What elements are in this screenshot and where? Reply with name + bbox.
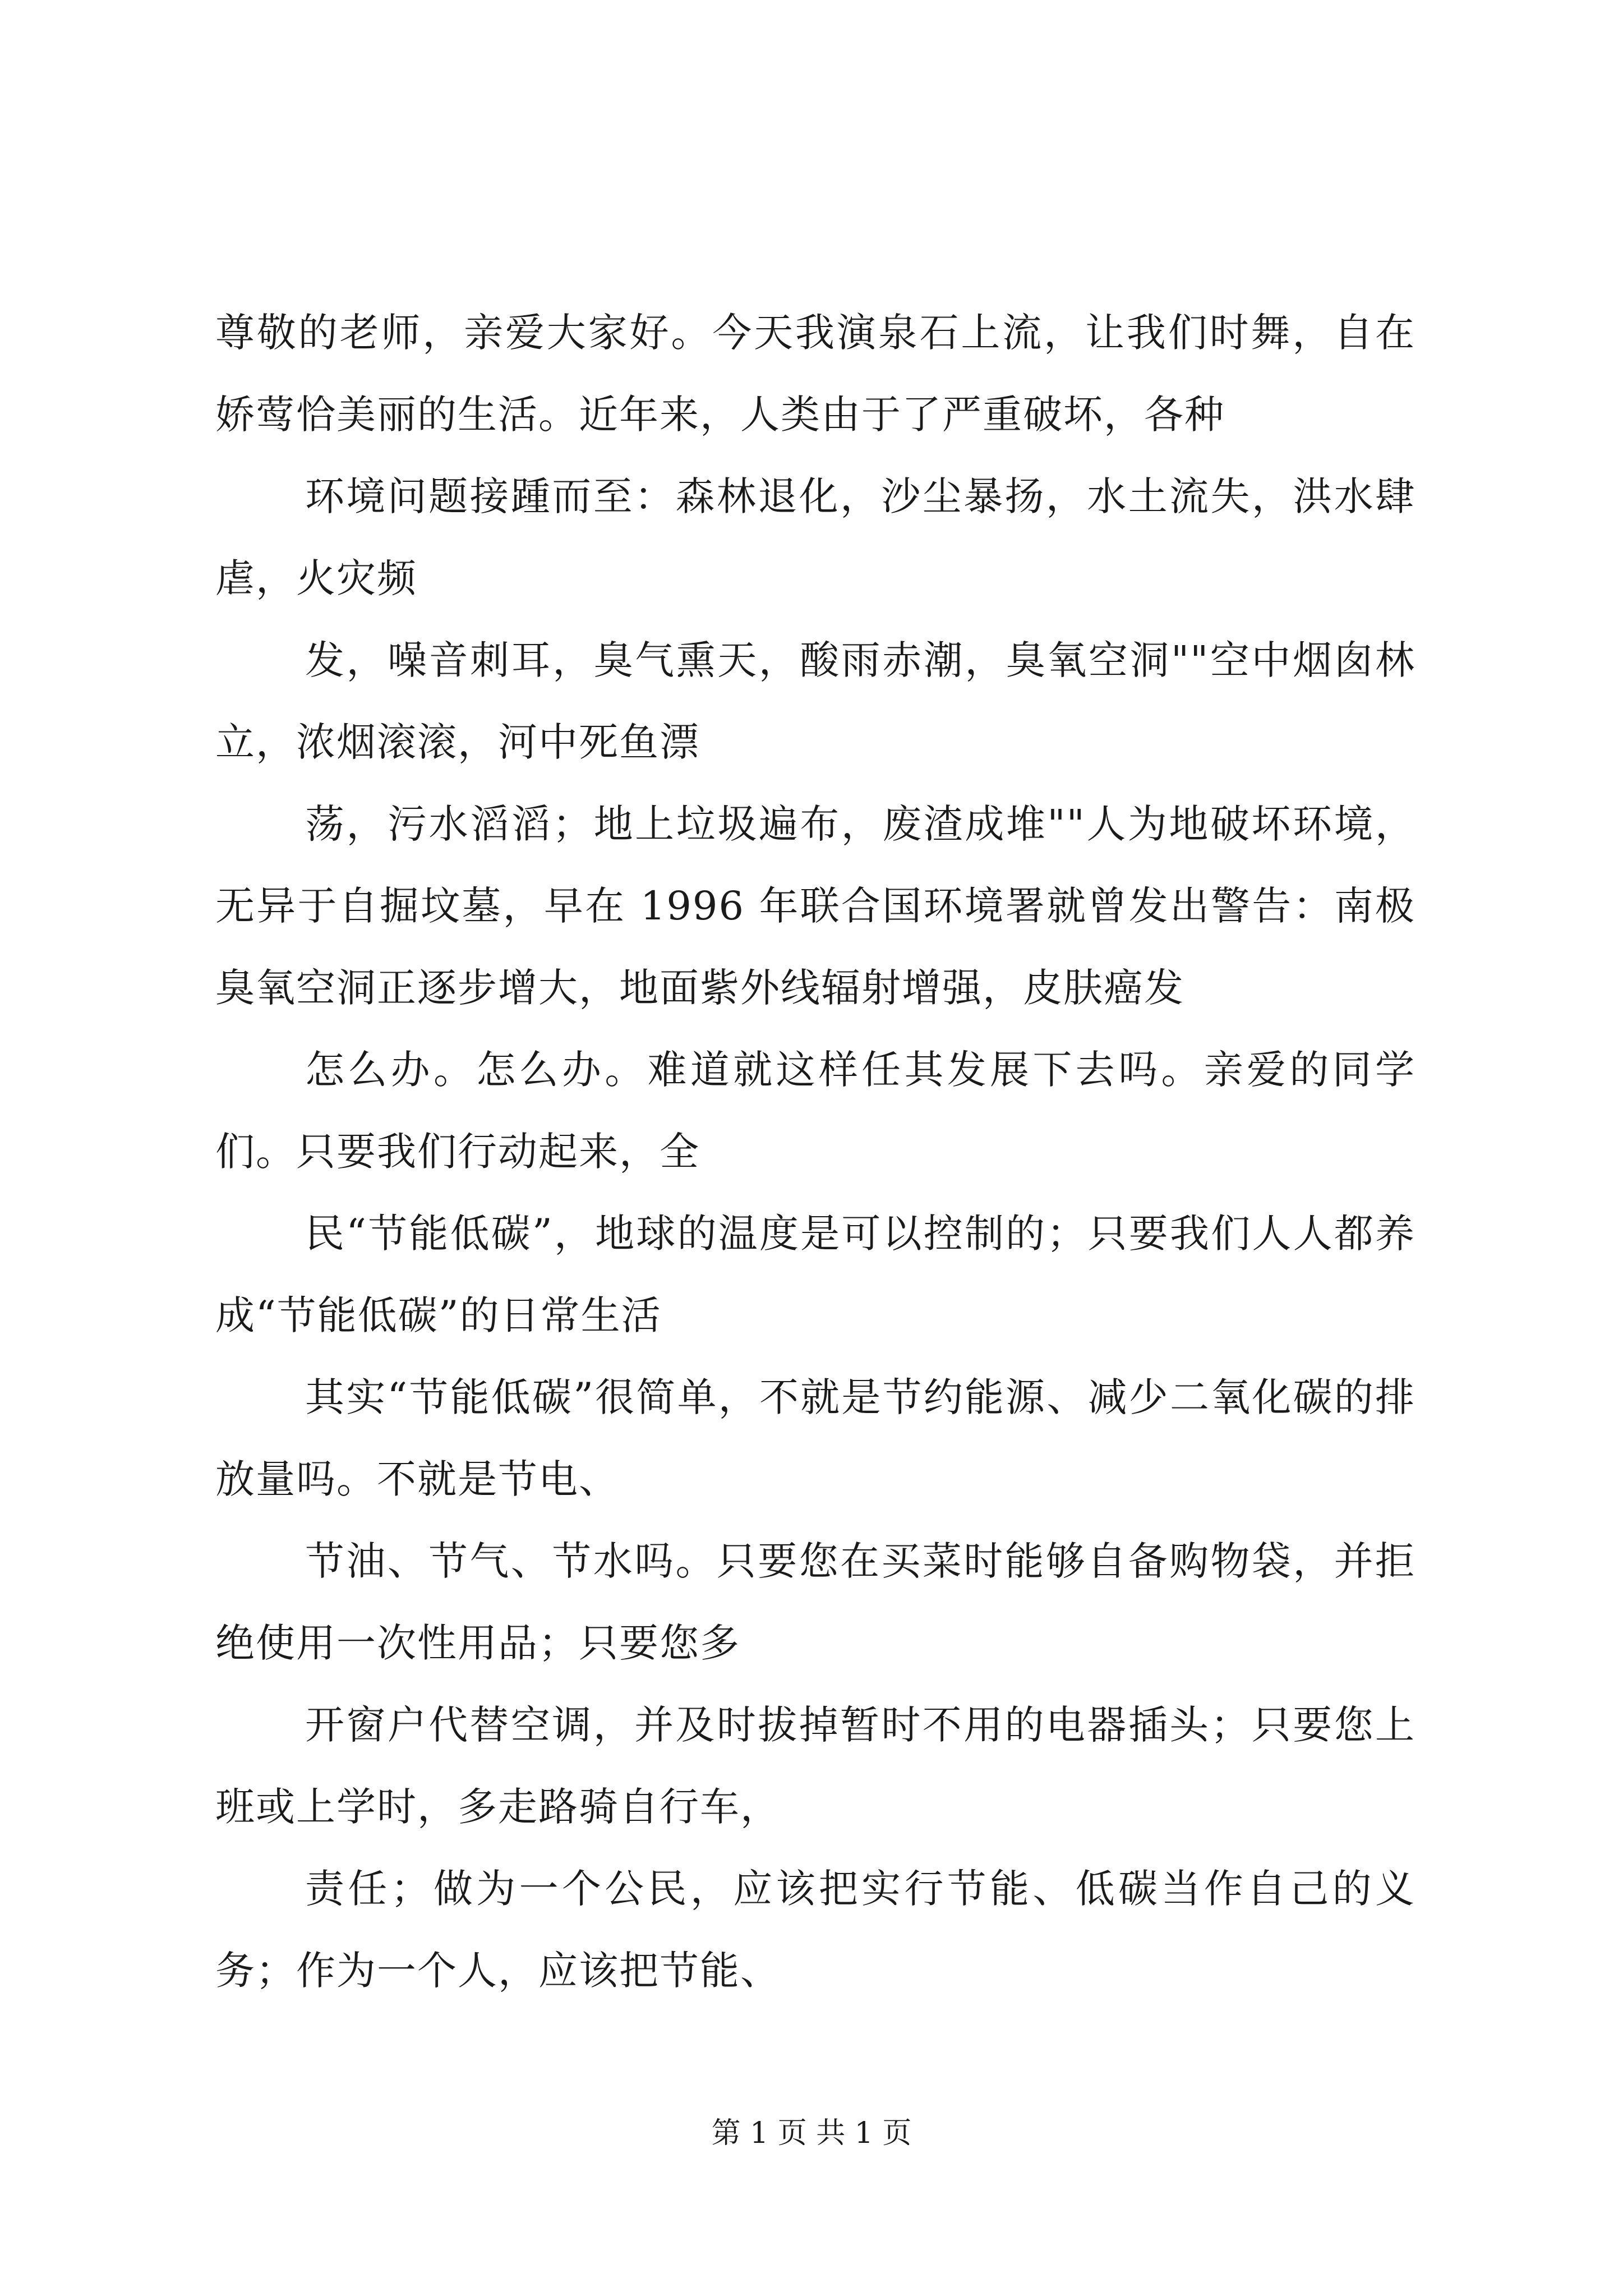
paragraph-2: 环境问题接踵而至：森林退化，沙尘暴扬，水土流失，洪水肆虐，火灾频 [215, 473, 1415, 601]
paragraph-6: 民“节能低碳”，地球的温度是可以控制的；只要我们人人都养成“节能低碳”的日常生活 [215, 1211, 1415, 1338]
paragraph-3: 发，噪音刺耳，臭气熏天，酸雨赤潮，臭氧空洞""空中烟囱林立，浓烟滚滚，河中死鱼漂 [215, 637, 1415, 765]
paragraph-4: 荡，污水滔滔；地上垃圾遍布，废渣成堆""人为地破坏环境，无异于自掘坟墓，早在 1996 年联合国环境署就曾发出警告：南极臭氧空洞正逐步增大，地面紫外线辐射增强，皮肤癌发 [215, 801, 1415, 1011]
paragraph-9: 开窗户代替空调，并及时拔掉暂时不用的电器插头；只要您上班或上学时，多走路骑自行车， [215, 1702, 1415, 1830]
paragraph-5: 怎么办。怎么办。难道就这样任其发展下去吗。亲爱的同学们。只要我们行动起来，全 [215, 1047, 1415, 1175]
paragraph-1: 尊敬的老师，亲爱大家好。今天我演泉石上流，让我们时舞，自在娇莺恰美丽的生活。近年来，人类由于了严重破坏，各种 [215, 310, 1415, 438]
paragraph-7: 其实“节能低碳”很简单，不就是节约能源、减少二氧化碳的排放量吗。不就是节电、 [215, 1374, 1415, 1502]
page-footer: 第 1 页 共 1 页 [711, 2116, 912, 2150]
paragraph-8: 节油、节气、节水吗。只要您在买菜时能够自备购物袋，并拒绝使用一次性用品；只要您多 [215, 1538, 1415, 1666]
paragraph-10: 责任；做为一个公民，应该把实行节能、低碳当作自己的义务；作为一个人，应该把节能、 [215, 1866, 1415, 1994]
document-body [215, 292, 1415, 2012]
